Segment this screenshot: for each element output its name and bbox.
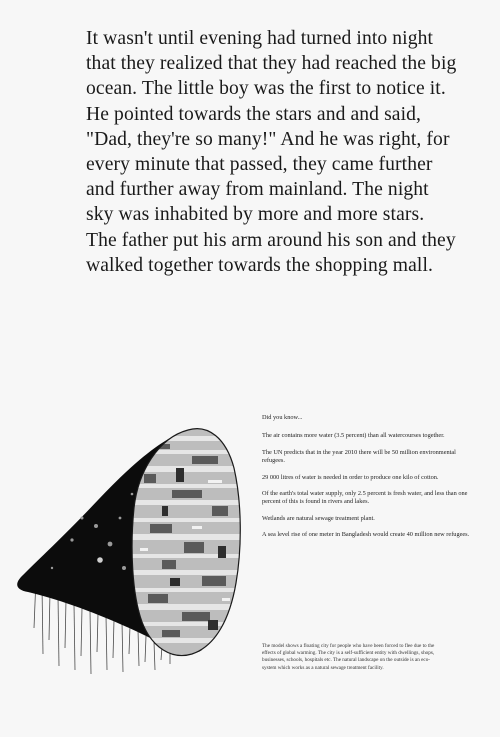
- story-paragraph: It wasn't until evening had turned into night that they realized that they had reached the big ocean. The little boy was the first to notice it. He pointed towards the stars and and said, "Dad, they're so many!" And he was right, for every minute that passed, they came further and further away from mainland. The night sky was inhabited by more and more stars. The father put his arm around his son and they walked together towards the shopping mall.: [86, 28, 457, 276]
- fact-item: A sea level rise of one meter in Bangladesh would create 40 million new refugees.: [262, 531, 470, 539]
- fact-item: The UN predicts that in the year 2010 there will be 50 million environmental refugees.: [262, 448, 456, 465]
- fact-item: 29 000 litres of water is needed in order to produce one kilo of cotton.: [262, 473, 439, 481]
- facts-heading: Did you know...: [262, 414, 303, 421]
- did-you-know-facts: [262, 414, 472, 548]
- fact-item: Of the earth's total water supply, only 2.5 percent is fresh water, and less than one percent of this is found in rivers and lakes.: [262, 490, 468, 506]
- model-caption: The model shows a floating city for people who have been forced to flee due to the effects of global warming. The city is a self-sufficient entity with dwellings, shops, businesses, schools, hospitals etc. The natural landscape on the outside is an eco-system which works as a natural sewage treatment facility.: [262, 643, 435, 671]
- fact-item: Wetlands are natural sewage treatment plant.: [262, 514, 375, 522]
- fact-item: The air contains more water (3.5 percent) than all watercourses together.: [262, 432, 445, 440]
- floating-city-model-image: [12, 408, 252, 678]
